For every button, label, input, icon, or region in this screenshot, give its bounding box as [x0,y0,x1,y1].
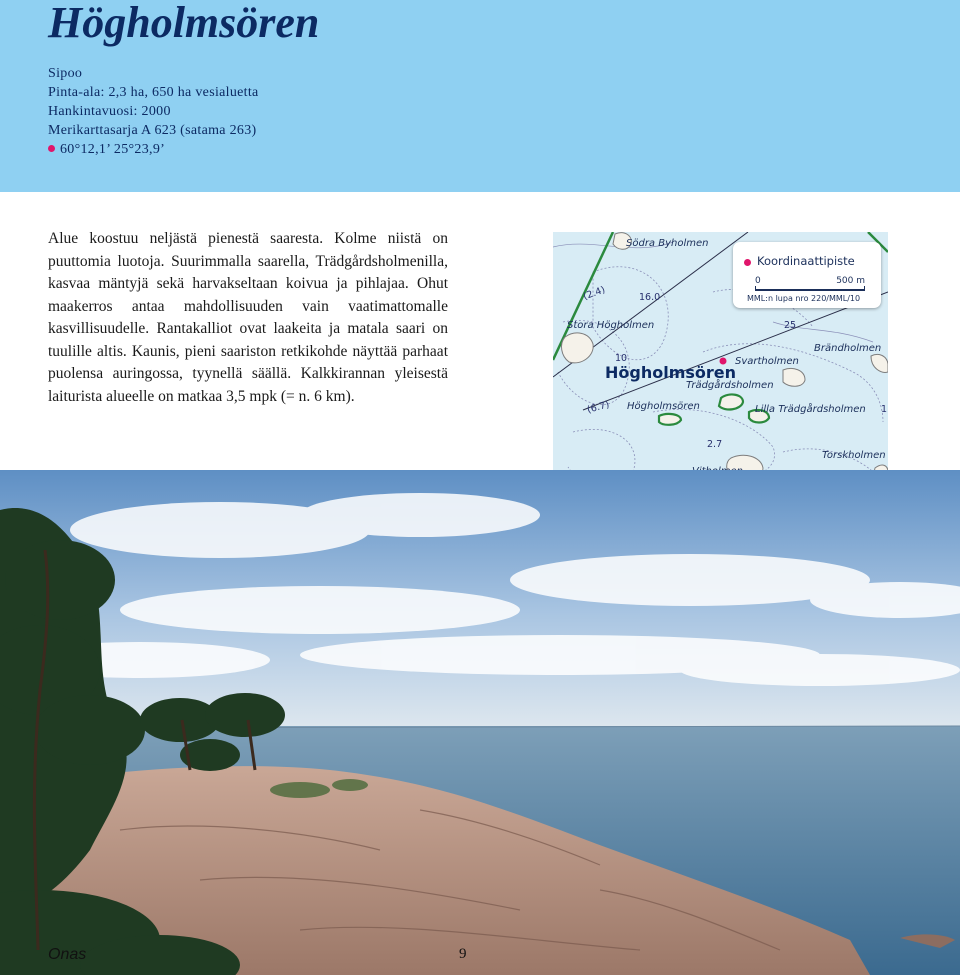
label-torskholmen: Torskholmen [822,450,886,461]
depth-6-7: (6.7) [585,399,611,416]
depth-25: 25 [784,320,797,331]
label-svartholmen: Svartholmen [735,356,799,367]
label-sodra-byholmen: Södra Byholmen [626,238,709,249]
info-acquired: Hankintavuosi: 2000 [48,104,171,119]
depth-2-4: (2.4) [581,284,607,303]
photo-illustration [0,470,960,975]
page-title: Högholmsören [48,0,320,47]
depth-10-a: 10 [615,353,628,364]
depth-1: 1 [881,404,888,415]
label-lilla-tradgardsholmen: Lilla Trädgårdsholmen [755,404,866,415]
page-number: 9 [459,946,467,962]
scale-bar [755,289,865,291]
coastal-photo [0,470,960,975]
info-municipality: Sipoo [48,66,83,81]
coordinate-dot-icon [48,145,55,152]
label-hogholmsoren-small: Högholmsören [627,401,700,412]
depth-16: 16.0 [639,292,661,303]
label-brandholmen: Brändholmen [814,343,882,354]
footer-brand: Onas [48,946,87,963]
map-legend [733,242,881,308]
map-license: MML:n lupa nro 220/MML/10 [747,294,861,303]
scale-start: 0 [755,276,761,286]
coordinates-text: 60°12,1’ 25°23,9’ [60,142,166,157]
legend-dot-icon [744,259,751,266]
map-main-label: Högholmsören [605,363,737,382]
header-band [0,0,960,192]
scale-end: 500 m [836,276,865,286]
description-paragraph: Alue koostuu neljästä pienestä saaresta. Kolme niistä on puuttomia luotoja. Suurimmalla saarella, Trädgårdsholmenilla, kasvaa mäntyjä sekä harvakseltaan koivua ja pihlajaa. Ohut maakerros antaa mahdollisuuden vain vaatimattomalle kasvillisuudelle. Rantakalliot ovat laakeita ja matala saari on tuulille altis. Kaunis, pieni saariston retkikohde näyttää parhaat puolensa auringossa, tyynellä säällä. Kalkkirannan yleisestä laiturista alueelle on matkaa 3,5 mpk (= n. 6 km). [48,230,448,405]
site-info [48,64,259,159]
depth-2-7: 2.7 [707,439,723,450]
legend-title: Koordinaattipiste [757,254,855,268]
info-chart-series: Merikarttasarja A 623 (satama 263) [48,123,257,138]
info-area: Pinta-ala: 2,3 ha, 650 ha vesialuetta [48,85,259,100]
label-stora-hogholmen: Stora Högholmen [567,320,655,331]
label-tradgardsholmen: Trädgårdsholmen [686,380,774,391]
info-coordinates [48,140,259,159]
